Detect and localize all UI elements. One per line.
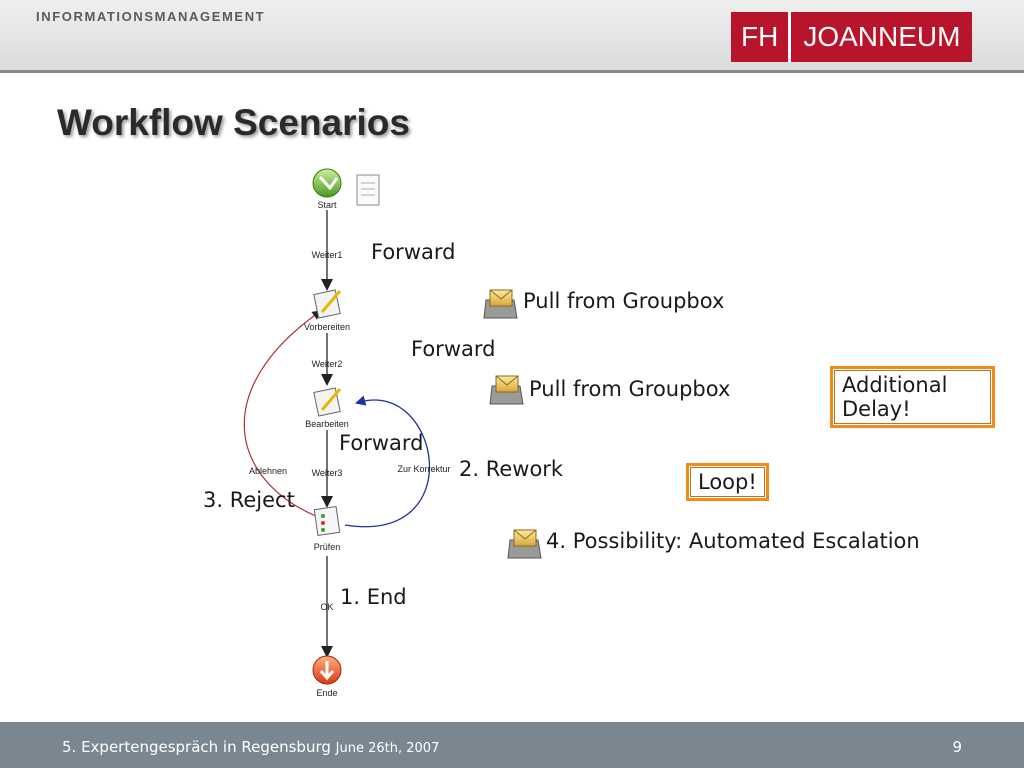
- label-forward-2: Forward: [411, 337, 496, 361]
- label-pull-from-groupbox-1: Pull from Groupbox: [523, 289, 725, 313]
- loop-box: Loop!: [686, 463, 769, 501]
- node-label-bearbeiten: Bearbeiten: [305, 419, 349, 429]
- footer-event: 5. Expertengespräch in Regensburg: [62, 738, 331, 756]
- groupbox-icon: [484, 290, 517, 318]
- label-pull-from-groupbox-2: Pull from Groupbox: [529, 377, 731, 401]
- label-forward-3: Forward: [339, 431, 424, 455]
- document-icon: [357, 175, 379, 205]
- pruefen-node-icon: [314, 507, 339, 536]
- edge-ablehnen: [244, 313, 318, 517]
- groupbox-icon: [508, 530, 541, 558]
- label-end: 1. End: [340, 585, 407, 609]
- additional-delay-box: Additional Delay!: [830, 366, 995, 428]
- edge-label-ablehnen: Ablehnen: [248, 466, 288, 476]
- slide-title: Workflow Scenarios: [57, 102, 410, 143]
- label-rework: 2. Rework: [459, 457, 564, 481]
- edge-label-ok: OK: [320, 602, 334, 612]
- vorbereiten-node-icon: [314, 290, 341, 318]
- edge-label-zur-korrektur: Zur Korrektur: [397, 464, 451, 474]
- bearbeiten-node-icon: [314, 388, 341, 416]
- edge-label-weiter2: Weiter2: [311, 359, 343, 369]
- footer-date: June 26th, 2007: [335, 741, 440, 756]
- node-label-vorbereiten: Vorbereiten: [303, 322, 351, 332]
- end-node: [313, 656, 341, 684]
- footer-bar: [0, 722, 1024, 768]
- logo-name: JOANNEUM: [791, 12, 972, 62]
- edge-label-weiter1: Weiter1: [311, 250, 343, 260]
- label-forward-1: Forward: [371, 240, 456, 264]
- footer-text: [62, 738, 439, 756]
- node-label-start: Start: [317, 200, 337, 210]
- node-label-ende: Ende: [316, 688, 338, 698]
- node-label-pruefen: Prüfen: [313, 542, 341, 552]
- page-number: 9: [952, 738, 962, 756]
- groupbox-icon: [490, 376, 523, 404]
- label-escalation: 4. Possibility: Automated Escalation: [546, 529, 920, 553]
- logo-fh: FH: [731, 12, 791, 62]
- label-reject: 3. Reject: [203, 488, 295, 512]
- header-title: INFORMATIONSMANAGEMENT: [36, 9, 266, 24]
- edge-label-weiter3: Weiter3: [311, 468, 343, 478]
